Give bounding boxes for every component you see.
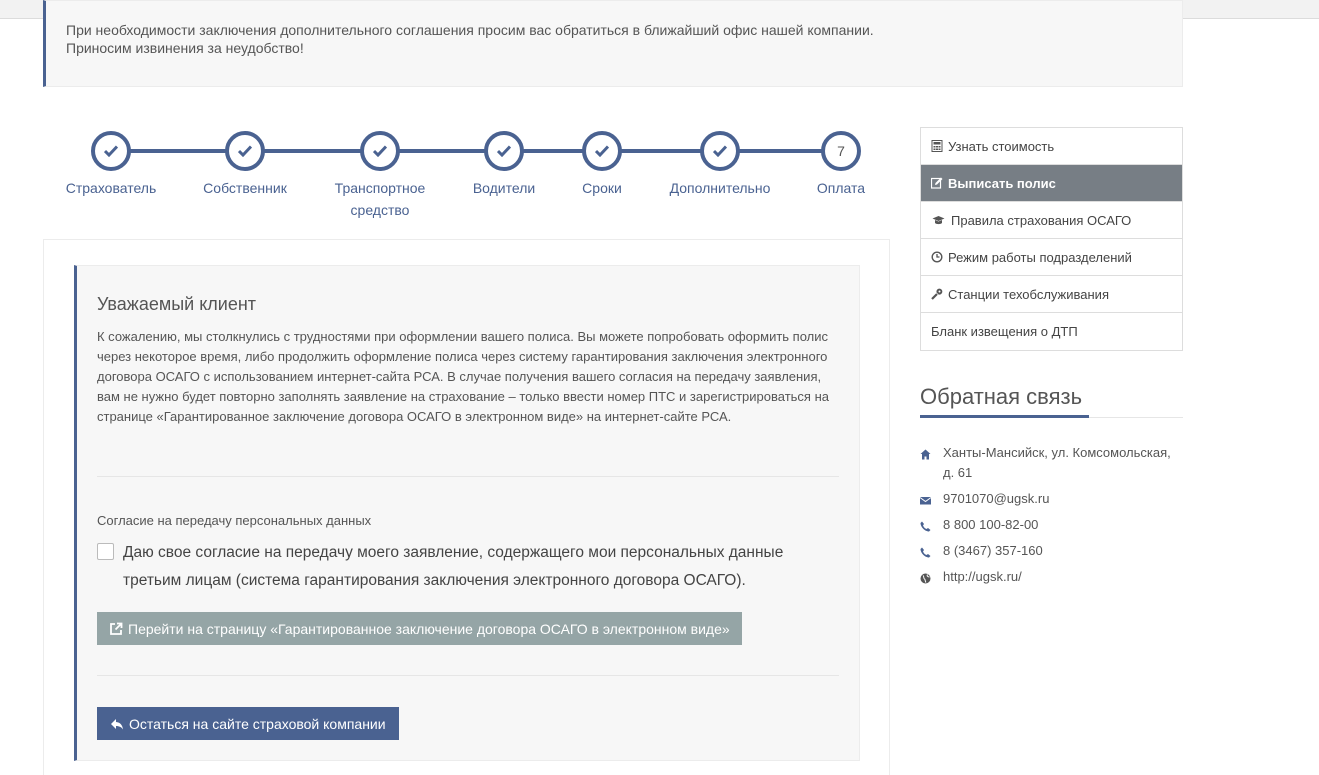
divider [97,675,839,676]
contact-website-text: http://ugsk.ru/ [943,569,1022,584]
edit-icon [931,177,943,189]
feedback-title: Обратная связь [920,384,1083,409]
step-label: Транспортное средство [334,180,426,218]
step-label: Собственник [203,180,287,196]
sidebar-item-label: Бланк извещения о ДТП [931,324,1078,339]
sidebar-item-accident-form[interactable] [921,313,1182,350]
step-check-icon [360,131,400,171]
wrench-icon [931,288,943,300]
step-owner[interactable] [175,127,315,199]
divider [97,476,839,477]
phone-icon [920,547,931,558]
sidebar-item-working-hours[interactable] [921,239,1182,276]
phone-icon [920,521,931,532]
stay-on-site-label: Остаться на сайте страховой компании [129,715,386,732]
notice-box [43,0,1183,87]
sidebar-item-issue-policy[interactable] [921,165,1182,202]
step-label: Оплата [816,180,866,196]
contact-email[interactable] [920,489,1183,512]
sidebar-item-label: Правила страхования ОСАГО [951,212,1132,228]
sidebar-item-label: Станции техобслуживания [948,286,1109,302]
contact-phone-2[interactable] [920,541,1183,564]
progress-stepper [43,127,888,227]
card-text: К сожалению, мы столкнулись с трудностями при оформлении вашего полиса. Вы можете попробовать оформить полис через некоторое время, либо продолжить оформление полиса через систему гарантирования заключения электронного договора ОСАГО с использованием интернет-сайта РСА. В случае получения вашего согласия на передачу заявления, вам не нужно будет повторно заполнять заявление на страхование – только ввести номер ПТС и зарегистрироваться на странице «Гарантированное заключение договора ОСАГО в электронном виде» на интернет-сайте РСА. [97,329,829,424]
sidebar-item-calculate[interactable] [921,128,1182,165]
contact-address [920,443,1183,483]
contact-phone-1[interactable] [920,515,1183,538]
sidebar-item-label: Режим работы подразделений [948,249,1132,265]
stay-on-site-button[interactable] [97,707,399,740]
sidebar-item-service-stations[interactable] [921,276,1182,313]
consent-text: Даю свое согласие на передачу моего заявление, содержащего мои персональных данные третьим лицам (система гарантирования заключения электронного договора ОСАГО). [123,544,784,589]
step-additional[interactable] [650,127,790,199]
contact-phone-1-text: 8 800 100-82-00 [943,517,1039,532]
notice-line-2: Приносим извинения за неудобство! [66,40,304,56]
goto-rsa-label: Перейти на страницу «Гарантированное заключение договора ОСАГО в электронном виде» [128,620,730,637]
external-link-icon [109,622,123,636]
step-number: 7 [821,131,861,171]
sidebar-menu [920,127,1183,351]
card-title: Уважаемый клиент [97,294,257,314]
step-label: Страхователь [65,180,157,196]
step-check-icon [225,131,265,171]
step-check-icon [91,131,131,171]
client-message-card [74,265,860,761]
globe-icon [920,573,931,584]
step-check-icon [582,131,622,171]
calculator-icon [931,140,943,152]
sidebar-item-label: Узнать стоимость [948,138,1055,154]
step-insurer[interactable] [41,127,181,199]
consent-checkbox[interactable] [97,543,114,560]
step-payment[interactable] [771,127,911,199]
main-panel [43,239,890,775]
contact-address-text: Ханты-Мансийск, ул. Комсомольская, д. 61 [943,445,1171,480]
step-label: Водители [472,180,536,196]
sidebar-item-rules[interactable] [921,202,1182,239]
step-check-icon [700,131,740,171]
step-check-icon [484,131,524,171]
consent-label: Согласие на передачу персональных данных [97,513,372,528]
step-vehicle[interactable] [310,127,450,221]
contact-website[interactable] [920,567,1183,590]
goto-rsa-button[interactable] [97,612,742,645]
notice-line-1: При необходимости заключения дополнительного соглашения просим вас обратиться в ближайший офис нашей компании. [66,22,874,38]
graduation-cap-icon [931,214,946,226]
reply-icon [110,717,124,731]
home-icon [920,449,931,460]
step-label: Дополнительно [669,180,771,196]
contact-phone-2-text: 8 (3467) 357-160 [943,543,1043,558]
clock-icon [931,251,943,263]
sidebar-item-label: Выписать полис [948,175,1056,191]
envelope-icon [920,495,931,506]
contact-email-text: 9701070@ugsk.ru [943,491,1050,506]
feedback-accent-bar [920,415,1089,418]
step-label: Сроки [582,180,622,196]
